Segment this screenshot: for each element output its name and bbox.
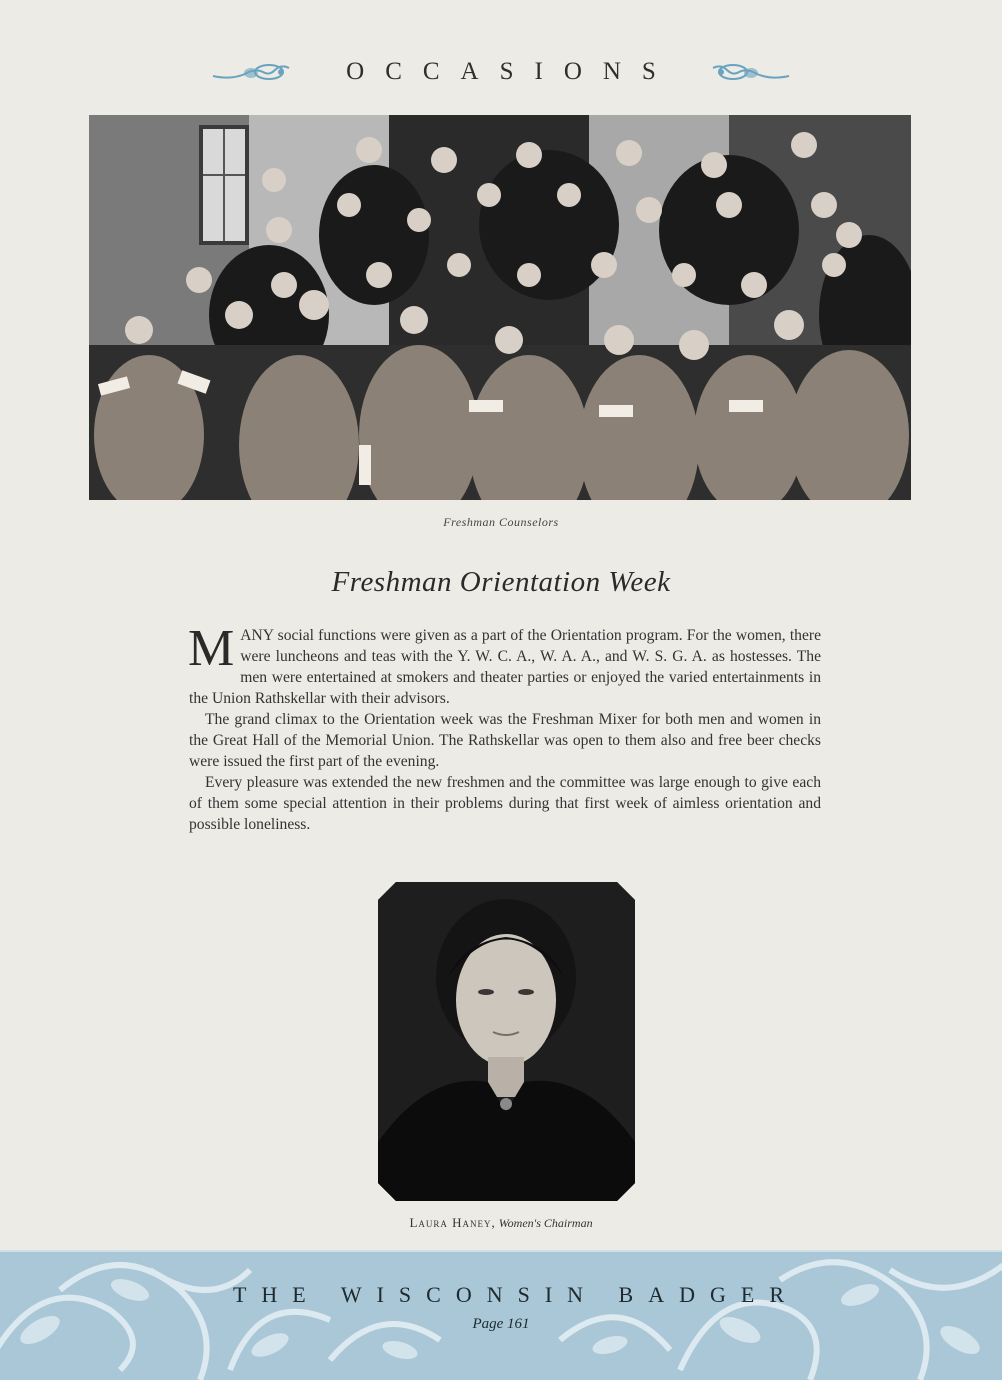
section-title: OCCASIONS xyxy=(346,58,677,85)
portrait-image xyxy=(378,882,635,1201)
acanthus-pattern-icon xyxy=(0,1250,1002,1380)
drop-cap: M xyxy=(188,620,235,677)
scroll-ornament-left-icon xyxy=(211,62,291,82)
footer-top-rule xyxy=(0,1250,1002,1252)
article-paragraph-1 xyxy=(188,620,821,709)
article-paragraph-3: Every pleasure was extended the new freshmen and the committee was large enough to give each of them some special attention in their problems during that first week of aimless orientation and possible loneliness. xyxy=(189,774,821,833)
scroll-ornament-right-icon xyxy=(711,62,791,82)
portrait-name: Laura Haney, xyxy=(409,1215,496,1230)
page-header xyxy=(0,56,1002,88)
portrait-role: Women's Chairman xyxy=(498,1216,593,1230)
group-photo-image xyxy=(89,115,911,500)
article-body xyxy=(188,620,821,835)
group-photo-caption: Freshman Counselors xyxy=(443,515,559,529)
group-photo xyxy=(89,115,911,500)
article-title: Freshman Orientation Week xyxy=(331,566,671,598)
publication-title: THE WISCONSIN BADGER xyxy=(232,1282,800,1307)
page-footer xyxy=(0,1250,1002,1380)
portrait-caption xyxy=(0,1215,1002,1231)
page-number: Page 161 xyxy=(472,1316,530,1332)
article-paragraph-2: The grand climax to the Orientation week was the Freshman Mixer for both men and women in the Great Hall of the Memorial Union. The Rathskellar was open to them also and free beer checks were issued the first part of the evening. xyxy=(189,711,821,770)
paragraph-1-text: ANY social functions were given as a part of the Orientation program. For the women, there were luncheons and teas with the Y. W. C. A., W. A. A., and W. S. G. A. as hostesses. The men were entertained at smokers and theater parties or enjoyed the varied entertainments in the Union Rathskellar with their advisors. xyxy=(189,627,821,707)
portrait-photo xyxy=(378,882,635,1201)
